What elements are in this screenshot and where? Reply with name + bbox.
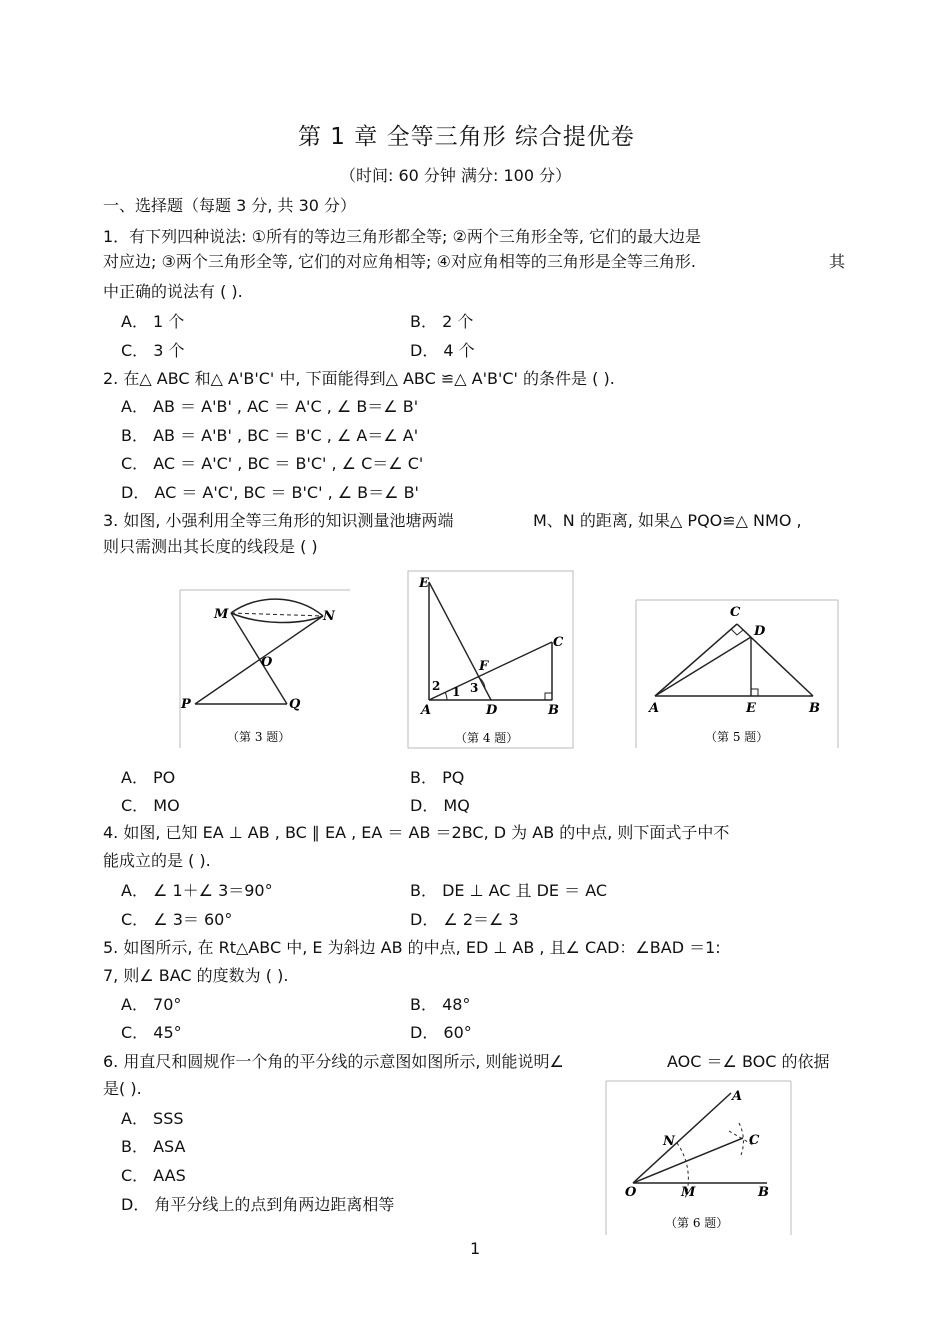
caption-fig5: （第 5 题） (705, 730, 769, 744)
label-c: C (553, 635, 564, 650)
label-c: C (749, 1133, 760, 1148)
q1-option-b: B． 2 个 (410, 312, 474, 331)
q1-stem-line2: 对应边; ③两个三角形全等, 它们的对应角相等; ④对应角相等的三角形是全等三角形. (103, 252, 696, 271)
q3-stem-line2: 则只需测出其长度的线段是 ( ) (103, 537, 318, 556)
q3-option-a: A． PO (121, 768, 176, 787)
label-e: E (419, 576, 429, 591)
figure-q6 (605, 1079, 793, 1237)
q4-stem-line2: 能成立的是 ( ). (103, 851, 211, 870)
label-b: B (548, 703, 559, 718)
label-angle-3: 3 (470, 681, 479, 695)
q2-option-b: B． AB ＝ A'B' , BC ＝ B'C , ∠ A＝∠ A' (121, 426, 419, 445)
q6-option-c: C． AAS (121, 1166, 186, 1185)
label-b: B (758, 1185, 769, 1200)
label-c: C (730, 605, 741, 620)
label-angle-2: 2 (432, 679, 441, 693)
q3-stem-line1-end: M、N 的距离, 如果△ PQO≌△ NMO , (533, 511, 802, 530)
q4-stem-line1: 4. 如图, 已知 EA ⊥ AB , BC ∥ EA , EA ＝ AB ＝2BC, D 为 AB 的中点, 则下面式子中不 (103, 823, 730, 842)
label-b: B (809, 701, 820, 716)
label-d: D (754, 624, 766, 639)
label-e: E (746, 701, 756, 716)
q4-option-b: B． DE ⊥ AC 且 DE ＝ AC (410, 881, 608, 900)
q5-option-d: D． 60° (410, 1023, 472, 1042)
q6-option-a: A． SSS (121, 1109, 184, 1128)
label-n: N (663, 1134, 675, 1149)
q1-stem-line1: 1．有下列四种说法: ①所有的等边三角形都全等; ②两个三角形全等, 它们的最大边是 (103, 227, 701, 246)
figure-q4 (407, 570, 575, 750)
q3-option-d: D． MQ (410, 796, 470, 815)
q4-option-a: A． ∠ 1＋∠ 3＝90° (121, 881, 273, 900)
label-d: D (486, 703, 498, 718)
q4-option-c: C． ∠ 3＝ 60° (121, 910, 233, 929)
q6-stem-line1: 6. 用直尺和圆规作一个角的平分线的示意图如图所示, 则能说明∠ (103, 1052, 564, 1071)
q3-option-c: C． MO (121, 796, 180, 815)
q1-option-c: C． 3 个 (121, 341, 185, 360)
caption-fig3: （第 3 题） (227, 730, 291, 744)
q6-stem-line1-end: AOC ＝∠ BOC 的依据 (667, 1052, 830, 1071)
label-p: P (181, 697, 191, 712)
caption-fig6: （第 6 题） (665, 1216, 729, 1230)
q5-option-b: B． 48° (410, 995, 471, 1014)
q2-option-c: C． AC ＝ A'C' , BC ＝ B'C' , ∠ C＝∠ C' (121, 454, 424, 473)
q3-option-b: B． PQ (410, 768, 465, 787)
label-f: F (479, 659, 489, 674)
q5-option-c: C． 45° (121, 1023, 182, 1042)
label-angle-1: 1 (452, 685, 461, 699)
q5-stem-line1: 5. 如图所示, 在 Rt△ABC 中, E 为斜边 AB 的中点, ED ⊥ AB , 且∠ CAD：∠BAD ＝1: (103, 938, 721, 957)
q1-option-a: A． 1 个 (121, 312, 185, 331)
q1-stem-line3: 中正确的说法有 ( ). (103, 282, 243, 301)
q6-option-b: B． ASA (121, 1137, 186, 1156)
q1-stem-line2-end: 其 (829, 252, 846, 271)
label-n: N (323, 609, 335, 624)
q6-stem-line2: 是( ). (103, 1079, 142, 1098)
q2-option-a: A． AB ＝ A'B' , AC ＝ A'C , ∠ B＝∠ B' (121, 397, 419, 416)
label-m: M (681, 1185, 696, 1200)
page-title: 第 1 章 全等三角形 综合提优卷 (298, 124, 635, 150)
label-q: Q (289, 697, 301, 712)
q5-option-a: A． 70° (121, 995, 182, 1014)
q5-stem-line2: 7, 则∠ BAC 的度数为 ( ). (103, 966, 289, 985)
section-heading: 一、选择题（每题 3 分, 共 30 分） (103, 196, 357, 215)
q2-stem: 2. 在△ ABC 和△ A'B'C' 中, 下面能得到△ ABC ≌△ A'B'C' 的条件是 ( ). (103, 369, 615, 388)
caption-fig4: （第 4 题） (455, 731, 519, 745)
label-m: M (214, 607, 229, 622)
exam-info: （时间: 60 分钟 满分: 100 分） (340, 166, 572, 185)
q3-stem-line1: 3. 如图, 小强利用全等三角形的知识测量池塘两端 (103, 511, 454, 530)
figure-q3 (179, 588, 351, 750)
q2-option-d: D． AC ＝ A'C', BC ＝ B'C' , ∠ B＝∠ B' (121, 483, 419, 502)
q1-option-d: D． 4 个 (410, 341, 475, 360)
label-a: A (732, 1089, 743, 1104)
q6-option-d: D． 角平分线上的点到角两边距离相等 (121, 1195, 395, 1214)
page-number: 1 (470, 1239, 481, 1258)
figure-q5 (635, 598, 840, 750)
label-a: A (421, 703, 432, 718)
label-a: A (649, 701, 660, 716)
label-o: O (625, 1185, 637, 1200)
label-o: O (261, 655, 273, 670)
q4-option-d: D． ∠ 2＝∠ 3 (410, 910, 519, 929)
